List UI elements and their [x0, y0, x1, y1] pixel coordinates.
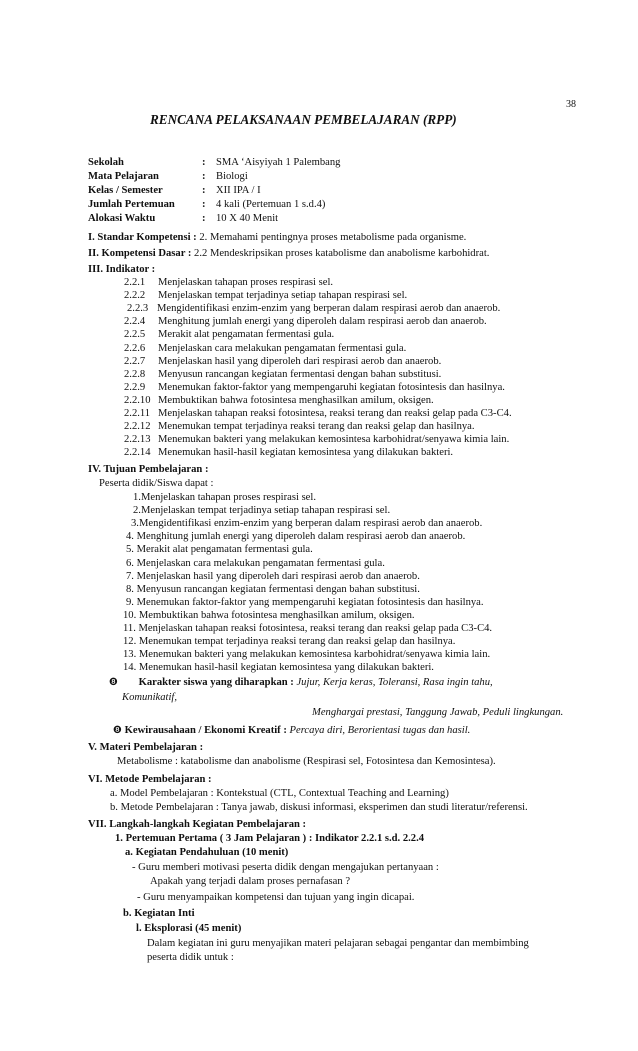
indicator-item: [124, 407, 512, 420]
entrepreneurship-label: Kewirausahaan / Ekonomi Kreatif :: [124, 725, 287, 736]
identity-label: Mata Pelajaran: [88, 171, 159, 182]
character-text: Jujur, Kerja keras, Toleransi, Rasa ingin tahu,: [296, 677, 493, 688]
indicator-number: 2.2.9: [124, 381, 146, 393]
identity-colon: :: [202, 171, 206, 182]
exploration-text-part: peserta didik untuk :: [147, 952, 234, 963]
section-heading-steps: VII. Langkah-langkah Kegiatan Pembelajaran :: [88, 819, 307, 830]
indicator-item: [124, 328, 334, 341]
indicator-item: [124, 381, 505, 394]
objective-item: 2.Menjelaskan tempat terjadinya setiap tahapan respirasi sel.: [133, 505, 391, 517]
indicator-number: 2.2.12: [124, 421, 151, 433]
indicator-item: [124, 394, 434, 407]
indicator-item: [124, 276, 333, 289]
meeting-1-heading: 1. Pertemuan Pertama ( 3 Jam Pelajaran ) : Indikator 2.2.1 s.d. 2.2.4: [115, 833, 425, 844]
objective-item: 14. Menemukan hasil-hasil kegiatan kemosintesa yang dilakukan bakteri.: [123, 662, 434, 674]
indicator-text: Menjelaskan tahapan reaksi fotosintesa, reaksi terang dan reaksi gelap pada C3-C4.: [158, 408, 512, 419]
indicator-number: 2.2.7: [124, 355, 146, 367]
section-text: 2.2 Mendeskripsikan proses katabolisme dan anabolisme karbohidrat.: [194, 248, 490, 259]
section-text: 2. Memahami pentingnya proses metabolisme pada organisme.: [199, 232, 467, 243]
indicator-item: [124, 315, 487, 328]
objective-item: 13. Menemukan bakteri yang melakukan kemosintesa karbohidrat/senyawa kimia lain.: [123, 649, 491, 661]
exploration-text: Dalam kegiatan ini guru menyajikan materi pelajaran sebagai pengantar dan membimbing: [147, 938, 529, 949]
objectives-intro: Peserta didik/Siswa dapat :: [99, 478, 214, 489]
indicator-number: 2.2.8: [124, 368, 146, 380]
indicator-text: Menjelaskan hasil yang diperoleh dari respirasi aerob dan anaerob.: [158, 355, 442, 367]
identity-value: SMA ‘Aisyiyah 1 Palembang: [216, 157, 341, 168]
indicator-text: Menyusun rancangan kegiatan fermentasi dengan bahan substitusi.: [158, 368, 442, 380]
objective-item: 6. Menjelaskan cara melakukan pengamatan fermentasi gula.: [126, 557, 385, 569]
indicator-number: 2.2.11: [124, 408, 151, 419]
indicator-text: Mengidentifikasi enzim-enzim yang berperan dalam respirasi aerob dan anaerob.: [157, 303, 501, 315]
objective-item: 1.Menjelaskan tahapan proses respirasi sel.: [133, 492, 316, 503]
indicator-text: Menghitung jumlah energi yang diperoleh dalam respirasi aerob dan anaerob.: [158, 316, 487, 328]
indicator-number: 2.2.2: [124, 290, 146, 302]
core-activity-heading: b. Kegiatan Inti: [123, 908, 195, 919]
bullet-icon: ❽: [109, 677, 118, 688]
document-title: RENCANA PELAKSANAAN PEMBELAJARAN (RPP): [150, 112, 457, 127]
section-heading: I. Standar Kompetensi :: [88, 232, 197, 243]
indicator-item: [124, 433, 509, 446]
intro-activity-question: Apakah yang terjadi dalam proses pernafasan ?: [150, 876, 351, 887]
page-number: 38: [566, 99, 576, 110]
indicator-item: [124, 342, 406, 355]
identity-label: Sekolah: [88, 157, 124, 168]
character-label: Karakter siswa yang diharapkan :: [138, 677, 294, 688]
character-line: [109, 676, 493, 689]
objective-item: 9. Menemukan faktor-faktor yang mempengaruhi kegiatan fotosintesis dan hasilnya.: [126, 596, 484, 608]
bullet-icon: ❽: [113, 725, 122, 736]
indicator-number: 2.2.1: [124, 277, 146, 288]
section-heading-methods: VI. Metode Pembelajaran :: [88, 774, 212, 785]
indicator-text: Merakit alat pengamatan fermentasi gula.: [158, 329, 335, 341]
objective-item: 7. Menjelaskan hasil yang diperoleh dari respirasi aerob dan anaerob.: [126, 570, 420, 582]
method-approach: b. Metode Pembelajaran : Tanya jawab, diskusi informasi, eksperimen dan studi literatur/referensi.: [110, 802, 528, 813]
standard-competence: [88, 231, 466, 244]
objective-item: 8. Menyusun rancangan kegiatan fermentasi dengan bahan substitusi.: [126, 583, 420, 595]
indicator-item: [124, 420, 475, 433]
method-model: a. Model Pembelajaran : Kontekstual (CTL, Contextual Teaching and Learning): [110, 788, 449, 799]
identity-label: Kelas / Semester: [88, 185, 163, 196]
indicator-item: [127, 302, 500, 315]
objective-item: 5. Merakit alat pengamatan fermentasi gula.: [126, 544, 313, 556]
character-text-cont: Komunikatif,: [122, 692, 178, 703]
intro-activity-item: - Guru memberi motivasi peserta didik dengan mengajukan pertanyaan :: [132, 862, 439, 873]
objective-item: 11. Menjelaskan tahapan reaksi fotosintesa, reaksi terang dan reaksi gelap pada C3-C4.: [123, 623, 493, 634]
identity-label: Alokasi Waktu: [88, 213, 156, 224]
objective-item: 4. Menghitung jumlah energi yang diperoleh dalam respirasi aerob dan anaerob.: [126, 531, 466, 543]
objective-item: 3.Mengidentifikasi enzim-enzim yang berperan dalam respirasi aerob dan anaerob.: [131, 518, 483, 530]
indicator-number: 2.2.3: [127, 303, 149, 315]
section-heading-material: V. Materi Pembelajaran :: [88, 742, 204, 753]
identity-label: Jumlah Pertemuan: [88, 199, 175, 210]
indicator-item: [124, 355, 441, 368]
identity-colon: :: [202, 199, 206, 210]
indicator-text: Menjelaskan tempat terjadinya setiap tahapan respirasi sel.: [158, 290, 408, 302]
objective-item: 10. Membuktikan bahwa fotosintesa menghasilkan amilum, oksigen.: [123, 609, 415, 621]
identity-colon: :: [202, 157, 206, 168]
section-heading: II. Kompetensi Dasar :: [88, 248, 192, 259]
identity-value: 4 kali (Pertemuan 1 s.d.4): [216, 199, 326, 210]
indicator-text: Membuktikan bahwa fotosintesa menghasilkan amilum, oksigen.: [158, 394, 434, 406]
character-text-cont: Menghargai prestasi, Tanggung Jawab, Peduli lingkungan.: [312, 707, 564, 718]
indicator-number: 2.2.14: [124, 447, 151, 459]
exploration-text: [147, 951, 234, 964]
objective-item: 12. Menemukan tempat terjadinya reaksi terang dan reaksi gelap dan hasilnya.: [123, 636, 456, 648]
indicator-number: 2.2.4: [124, 316, 146, 328]
indicator-text: Menjelaskan cara melakukan pengamatan fermentasi gula.: [158, 342, 407, 354]
entrepreneurship-line: [113, 724, 470, 737]
indicator-text: Menjelaskan tahapan proses respirasi sel.: [158, 277, 334, 288]
indicator-number: 2.2.6: [124, 342, 146, 354]
identity-value: Biologi: [216, 171, 248, 182]
basic-competence: [88, 247, 489, 260]
intro-activity-item: - Guru menyampaikan kompetensi dan tujuan yang ingin dicapai.: [137, 892, 415, 903]
identity-value: 10 X 40 Menit: [216, 213, 279, 224]
indicator-item: [124, 289, 407, 302]
section-heading-indicators: III. Indikator :: [88, 264, 156, 275]
exploration-heading: l. Eksplorasi (45 menit): [136, 923, 242, 934]
indicator-item: [124, 368, 441, 381]
indicator-number: 2.2.10: [124, 394, 151, 406]
indicator-number: 2.2.13: [124, 434, 151, 446]
identity-colon: :: [202, 185, 206, 196]
identity-colon: :: [202, 213, 206, 224]
material-text: Metabolisme : katabolisme dan anabolisme (Respirasi sel, Fotosintesa dan Kemosintesa).: [117, 756, 496, 767]
identity-value: XII IPA / I: [216, 185, 261, 196]
indicator-text: Menemukan hasil-hasil kegiatan kemosintesa yang dilakukan bakteri.: [158, 447, 454, 459]
indicator-text: Menemukan bakteri yang melakukan kemosintesa karbohidrat/senyawa kimia lain.: [158, 434, 510, 446]
section-heading-objectives: IV. Tujuan Pembelajaran :: [88, 464, 209, 475]
indicator-text: Menemukan tempat terjadinya reaksi terang dan reaksi gelap dan hasilnya.: [158, 421, 475, 433]
indicator-item: [124, 446, 453, 459]
indicator-number: 2.2.5: [124, 329, 146, 341]
entrepreneurship-text: Percaya diri, Berorientasi tugas dan hasil.: [289, 725, 471, 736]
indicator-text: Menemukan faktor-faktor yang mempengaruhi kegiatan fotosintesis dan hasilnya.: [158, 381, 505, 393]
intro-activity-heading: a. Kegiatan Pendahuluan (10 menit): [125, 847, 289, 858]
